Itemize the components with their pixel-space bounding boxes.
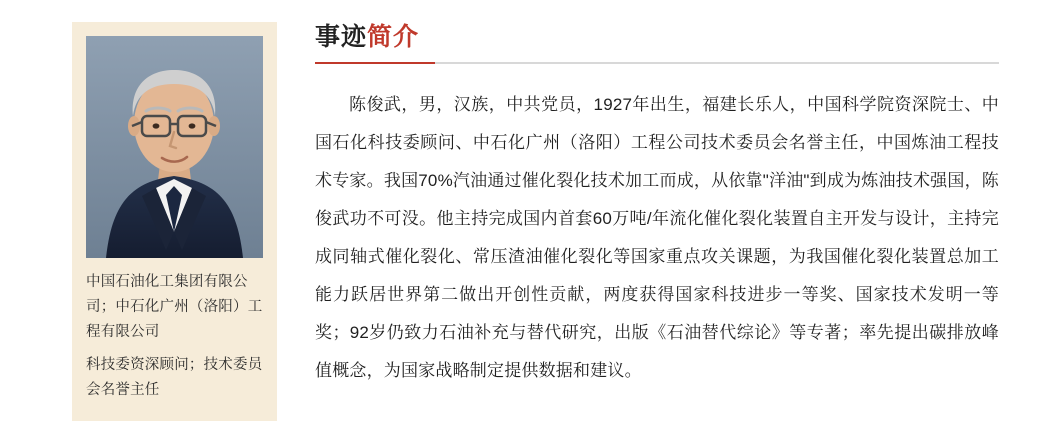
portrait-illustration: [86, 36, 263, 258]
profile-organization: 中国石油化工集团有限公司；中石化广州（洛阳）工程有限公司: [86, 274, 263, 340]
portrait-photo: [86, 36, 263, 258]
profile-caption: [86, 270, 263, 403]
section-title-accent: 简介: [367, 23, 420, 51]
article-content: [315, 20, 1043, 390]
article-body: 陈俊武，男，汉族，中共党员，1927年出生，福建长乐人，中国科学院资深院士、中国石化科技委顾问、中石化广州（洛阳）工程公司技术委员会名誉主任，中国炼油工程技术专家。我国70%汽油通过催化裂化技术加工而成，从依靠"洋油"到成为炼油技术强国，陈俊武功不可没。他主持完成国内首套60万吨/年流化催化裂化装置自主开发与设计，主持完成同轴式催化裂化、常压渣油催化裂化等国家重点攻关课题，为我国催化裂化装置总加工能力跃居世界第二做出开创性贡献，两度获得国家科技进步一等奖、国家技术发明一等奖；92岁仍致力石油补充与替代研究，出版《石油替代综论》等专著；率先提出碳排放峰值概念，为国家战略制定提供数据和建议。: [315, 95, 999, 380]
section-title: [315, 20, 419, 62]
section-title-dark: 事迹: [315, 23, 368, 51]
profile-title: 科技委资深顾问；技术委员会名誉主任: [86, 357, 263, 398]
title-underline: [315, 62, 999, 64]
profile-card: [72, 22, 277, 421]
